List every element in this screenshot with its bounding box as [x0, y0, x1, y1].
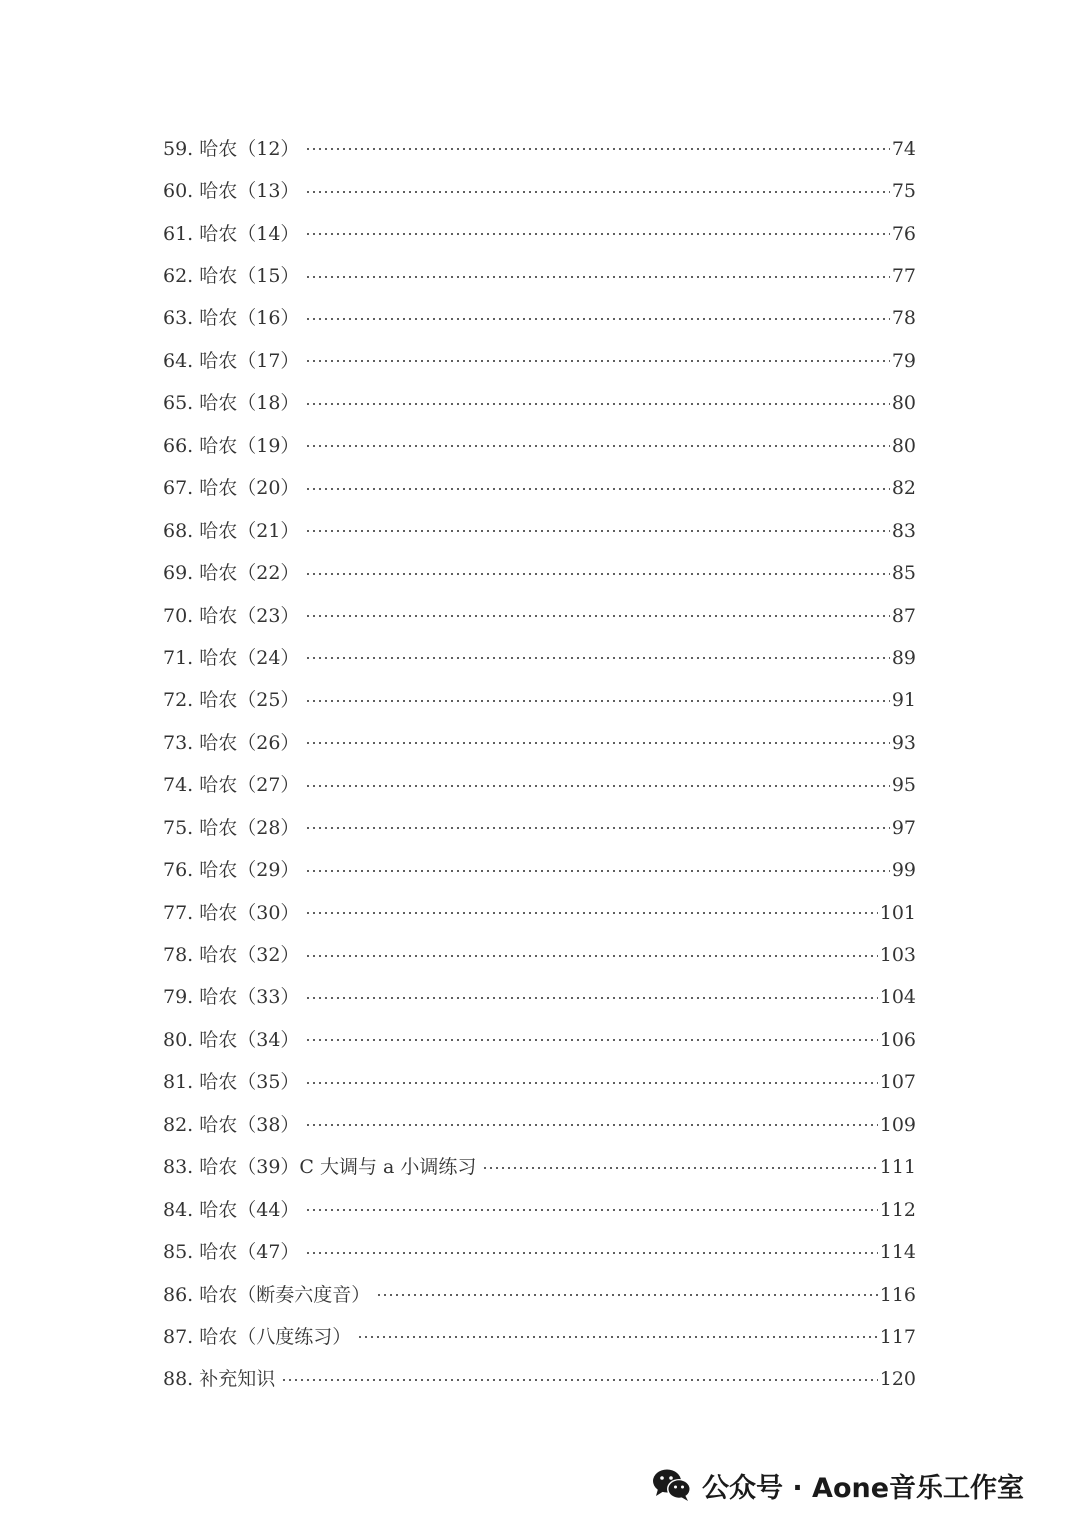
dot-leader: [305, 997, 877, 999]
toc-entry: [163, 1231, 916, 1273]
toc-entry-title: 84. 哈农（44）: [163, 1198, 300, 1221]
toc-entry-title: 85. 哈农（47）: [163, 1241, 300, 1264]
dot-leader: [305, 318, 889, 320]
toc-entry-title: 68. 哈农（21）: [163, 519, 300, 542]
toc-entry-page: 117: [879, 1325, 916, 1348]
dot-leader: [305, 530, 889, 532]
toc-entry-page: 112: [879, 1198, 916, 1221]
toc-entry-title: 64. 哈农（17）: [163, 349, 300, 372]
toc-entry: [163, 849, 916, 891]
toc-entry: [163, 1104, 916, 1146]
toc-entry-page: 95: [891, 774, 916, 797]
toc-entry-page: 76: [891, 222, 916, 245]
toc-entry-page: 80: [891, 434, 916, 457]
dot-leader: [305, 1082, 877, 1084]
toc-entry: [163, 637, 916, 679]
toc-entry-page: 116: [879, 1283, 916, 1306]
toc-entry-title: 83. 哈农（39）C 大调与 a 小调练习: [163, 1156, 477, 1179]
toc-entry-page: 87: [891, 604, 916, 627]
toc-entry: [163, 722, 916, 764]
watermark: [652, 1464, 1024, 1506]
dot-leader: [305, 403, 889, 405]
toc-entry-page: 107: [879, 1071, 916, 1094]
toc-entry: [163, 1274, 916, 1316]
dot-leader: [482, 1167, 877, 1169]
toc-entry-page: 89: [891, 646, 916, 669]
toc-entry-page: 99: [891, 859, 916, 882]
toc-entry-title: 77. 哈农（30）: [163, 901, 300, 924]
toc-entry: [163, 128, 916, 170]
dot-leader: [305, 233, 889, 235]
wechat-icon: [652, 1468, 692, 1502]
toc-entry-title: 63. 哈农（16）: [163, 307, 300, 330]
toc-entry: [163, 298, 916, 340]
toc-entry: [163, 595, 916, 637]
toc-entry-title: 80. 哈农（34）: [163, 1028, 300, 1051]
toc-entry-page: 75: [891, 180, 916, 203]
toc-entry-title: 86. 哈农（断奏六度音）: [163, 1283, 371, 1306]
toc-entry-title: 70. 哈农（23）: [163, 604, 300, 627]
dot-leader: [281, 1379, 877, 1381]
toc-entry-title: 75. 哈农（28）: [163, 816, 300, 839]
dot-leader: [305, 1039, 877, 1041]
toc-entry: [163, 468, 916, 510]
dot-leader: [305, 573, 889, 575]
dot-leader: [305, 191, 889, 193]
toc-entry: [163, 892, 916, 934]
toc-entry-page: 109: [879, 1113, 916, 1136]
toc-entry-page: 83: [891, 519, 916, 542]
dot-leader: [305, 1252, 877, 1254]
toc-entry-page: 91: [891, 689, 916, 712]
dot-leader: [305, 615, 889, 617]
toc-entry-title: 88. 补充知识: [163, 1368, 276, 1391]
toc-entry: [163, 510, 916, 552]
toc-entry: [163, 552, 916, 594]
toc-entry-title: 60. 哈农（13）: [163, 180, 300, 203]
dot-leader: [357, 1336, 877, 1338]
dot-leader: [305, 148, 889, 150]
toc-entry-page: 85: [891, 562, 916, 585]
dot-leader: [305, 785, 889, 787]
dot-leader: [305, 276, 889, 278]
toc-entry-page: 79: [891, 349, 916, 372]
dot-leader: [305, 360, 889, 362]
watermark-text: 公众号 · Aone音乐工作室: [702, 1472, 1025, 1504]
toc-entry-title: 73. 哈农（26）: [163, 731, 300, 754]
table-of-contents: [163, 128, 916, 1401]
dot-leader: [305, 1209, 877, 1211]
dot-leader: [376, 1294, 877, 1296]
dot-leader: [305, 488, 889, 490]
toc-entry-title: 61. 哈农（14）: [163, 222, 300, 245]
toc-entry-page: 101: [879, 901, 916, 924]
toc-entry-page: 78: [891, 307, 916, 330]
dot-leader: [305, 827, 889, 829]
dot-leader: [305, 870, 889, 872]
toc-entry-title: 69. 哈农（22）: [163, 562, 300, 585]
toc-entry: [163, 1019, 916, 1061]
toc-entry: [163, 807, 916, 849]
toc-entry-title: 66. 哈农（19）: [163, 434, 300, 457]
toc-entry-title: 71. 哈农（24）: [163, 646, 300, 669]
toc-entry: [163, 340, 916, 382]
toc-entry-title: 82. 哈农（38）: [163, 1113, 300, 1136]
toc-entry: [163, 1316, 916, 1358]
toc-entry-page: 114: [879, 1241, 916, 1264]
toc-entry-page: 106: [879, 1028, 916, 1051]
toc-entry-title: 59. 哈农（12）: [163, 137, 300, 160]
toc-entry: [163, 170, 916, 212]
toc-entry: [163, 934, 916, 976]
toc-entry-page: 82: [891, 477, 916, 500]
toc-entry-title: 67. 哈农（20）: [163, 477, 300, 500]
toc-entry: [163, 765, 916, 807]
dot-leader: [305, 955, 877, 957]
toc-entry: [163, 425, 916, 467]
toc-entry: [163, 1147, 916, 1189]
dot-leader: [305, 1124, 877, 1126]
toc-entry-title: 78. 哈农（32）: [163, 944, 300, 967]
toc-entry-title: 81. 哈农（35）: [163, 1071, 300, 1094]
toc-entry: [163, 255, 916, 297]
toc-entry: [163, 383, 916, 425]
toc-entry: [163, 1062, 916, 1104]
toc-entry-title: 72. 哈农（25）: [163, 689, 300, 712]
toc-entry-page: 104: [879, 986, 916, 1009]
dot-leader: [305, 700, 889, 702]
toc-entry: [163, 977, 916, 1019]
toc-entry-page: 77: [891, 265, 916, 288]
toc-entry-page: 103: [879, 944, 916, 967]
toc-entry-title: 65. 哈农（18）: [163, 392, 300, 415]
toc-entry-title: 87. 哈农（八度练习）: [163, 1325, 352, 1348]
toc-entry-page: 97: [891, 816, 916, 839]
toc-entry-page: 93: [891, 731, 916, 754]
toc-entry-page: 80: [891, 392, 916, 415]
toc-entry-title: 76. 哈农（29）: [163, 859, 300, 882]
toc-entry-title: 62. 哈农（15）: [163, 265, 300, 288]
toc-entry-title: 74. 哈农（27）: [163, 774, 300, 797]
toc-entry-page: 74: [891, 137, 916, 160]
toc-entry: [163, 213, 916, 255]
dot-leader: [305, 445, 889, 447]
dot-leader: [305, 657, 889, 659]
toc-entry: [163, 1189, 916, 1231]
dot-leader: [305, 742, 889, 744]
toc-entry-page: 120: [879, 1368, 916, 1391]
toc-entry-page: 111: [879, 1156, 916, 1179]
dot-leader: [305, 912, 877, 914]
toc-entry-title: 79. 哈农（33）: [163, 986, 300, 1009]
toc-entry: [163, 680, 916, 722]
toc-entry: [163, 1359, 916, 1401]
